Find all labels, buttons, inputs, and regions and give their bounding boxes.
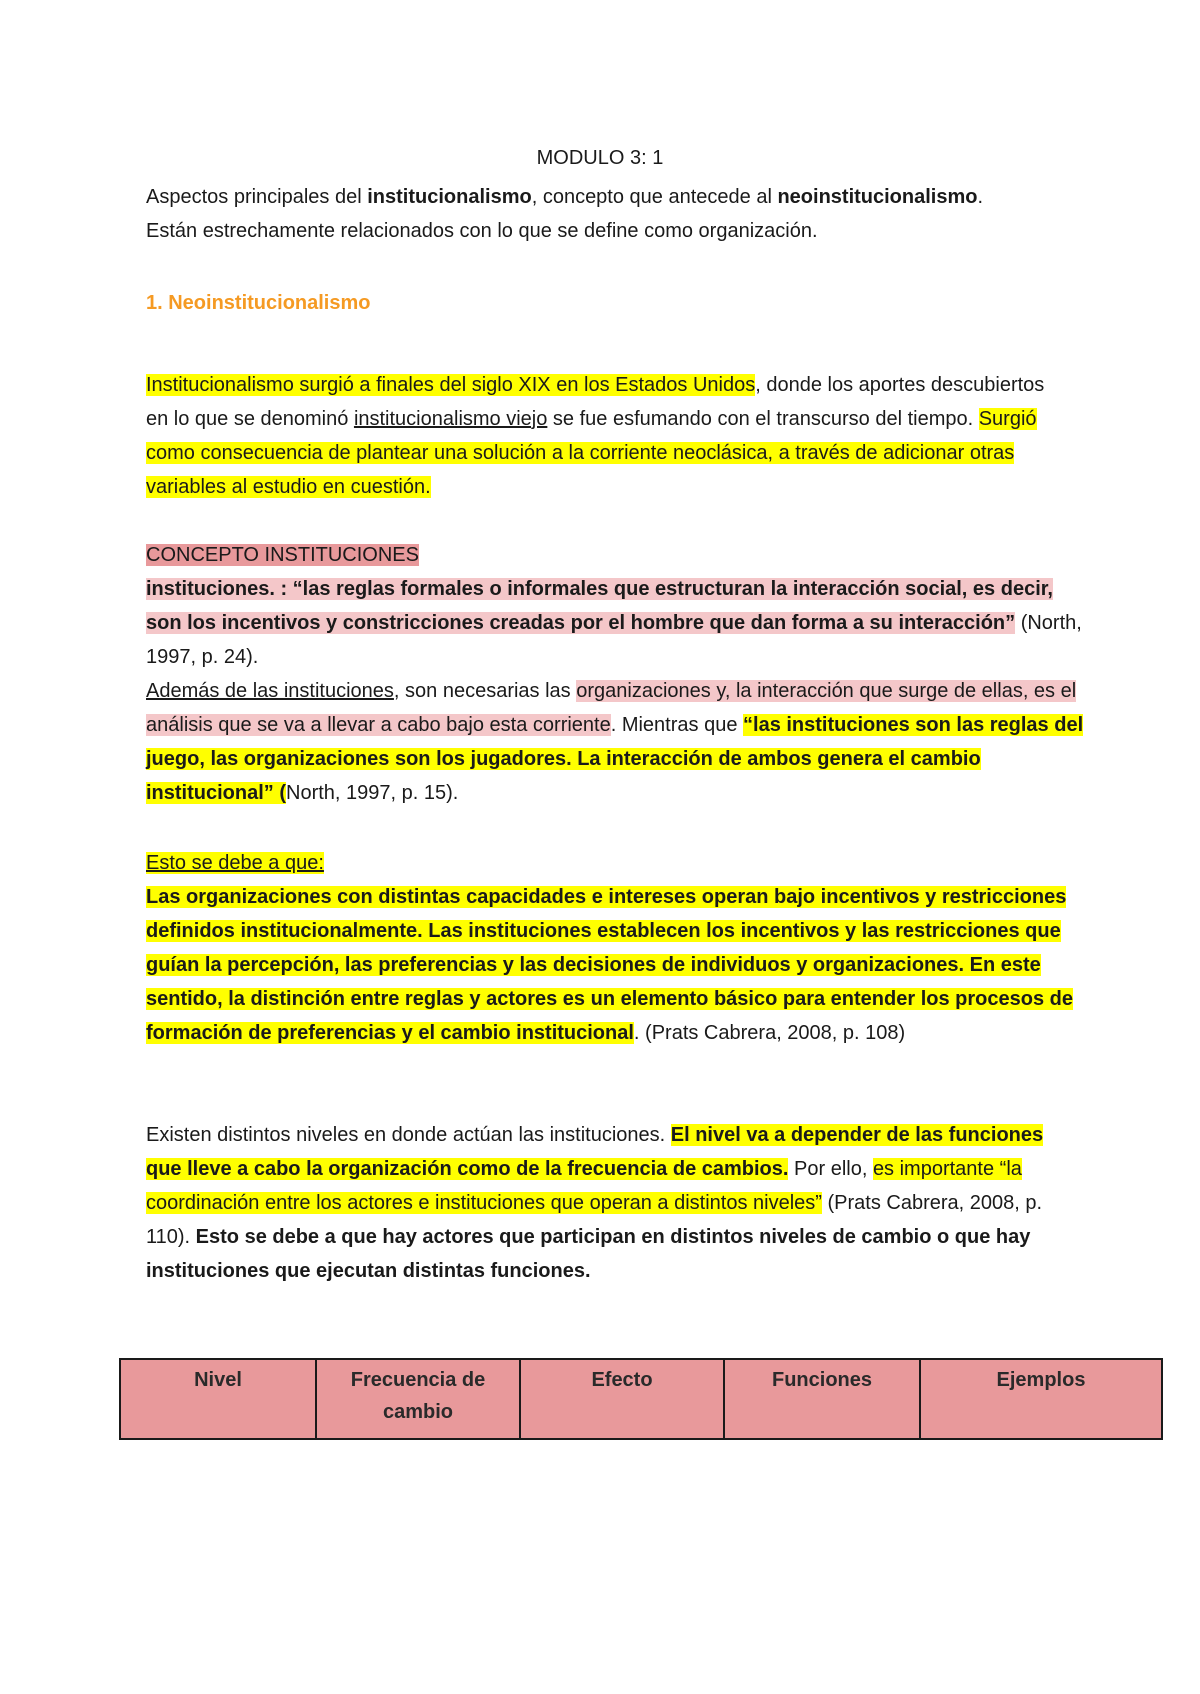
levels-table bbox=[119, 1358, 1163, 1440]
intro-text: Aspectos principales del bbox=[146, 186, 368, 208]
body-text: Existen distintos niveles en donde actúan las instituciones. bbox=[146, 1124, 671, 1146]
column-header-frecuencia: Frecuencia de cambio bbox=[316, 1359, 520, 1439]
concepto-definition: instituciones. : “las reglas formales o informales que estructuran la interacción social, es decir, son los incentivos y constricciones creadas por el hombre que dan forma a su interacción” bbox=[146, 578, 1053, 634]
highlight-quote: es importante “la coordinación entre los actores e instituciones que operan a distintos niveles” bbox=[146, 1158, 1022, 1214]
body-text: . Mientras que bbox=[610, 714, 744, 736]
highlight-text: Surgió como consecuencia de plantear una solución a la corriente neoclásica, a través de adicionar otras variables al estudio en cuestión. bbox=[146, 408, 1037, 498]
highlight-quote: “las instituciones son las reglas del juego, las organizaciones son los jugadores. La interacción de ambos genera el cambio institucional” ( bbox=[146, 714, 1084, 804]
body-text: se fue esfumando con el transcurso del tiempo. bbox=[547, 408, 979, 430]
lead-text: Esto se debe a que: bbox=[146, 852, 324, 874]
body-text: , donde los aportes descubiertos en lo que se denominó bbox=[146, 374, 1045, 430]
highlight-text: El nivel va a depender de las funciones que lleve a cabo la organización como de la frecuencia de cambios. bbox=[146, 1124, 1044, 1180]
column-header-efecto: Efecto bbox=[520, 1359, 724, 1439]
paragraph-origen bbox=[146, 368, 1046, 504]
bold-text: Esto se debe a que hay actores que participan en distintos niveles de cambio o que hay instituciones que ejecutan distintas funciones. bbox=[146, 1226, 1031, 1282]
body-text: , son necesarias las bbox=[393, 680, 577, 702]
paragraph-razon bbox=[146, 846, 1086, 1050]
section-heading: 1. Neoinstitucionalismo bbox=[146, 292, 371, 314]
body-text: Por ello, bbox=[788, 1158, 873, 1180]
concepto-heading: CONCEPTO INSTITUCIONES bbox=[146, 544, 419, 566]
citation: (Prats Cabrera, 2008, p. 110). bbox=[146, 1192, 1043, 1248]
page-title: MODULO 3: 1 bbox=[536, 147, 664, 169]
pink-highlight-text: organizaciones y, la interacción que surge de ellas, es el análisis que se va a llevar a cabo bajo esta corriente bbox=[146, 680, 1077, 736]
underlined-term: institucionalismo viejo bbox=[353, 408, 548, 430]
column-header-funciones: Funciones bbox=[724, 1359, 920, 1439]
citation: (North, 1997, p. 24). bbox=[146, 612, 1082, 668]
underlined-term: Además de las instituciones bbox=[146, 680, 394, 702]
paragraph-niveles bbox=[146, 1118, 1076, 1288]
highlight-quote: Las organizaciones con distintas capacidades e intereses operan bajo incentivos y restricciones definidos institucionalmente. Las instituciones establecen los incentivos y las restricciones que guían la percepción, las preferencias y las decisiones de individuos y organizaciones. En este sentido, la distinción entre reglas y actores es un elemento básico para entender los procesos de formación de preferencias y el cambio institucional bbox=[146, 886, 1073, 1044]
table-header-row bbox=[120, 1359, 1162, 1439]
column-header-nivel: Nivel bbox=[120, 1359, 316, 1439]
intro-text: , concepto que antecede al bbox=[531, 186, 778, 208]
intro-term-institucionalismo: institucionalismo bbox=[367, 186, 532, 208]
column-header-ejemplos: Ejemplos bbox=[920, 1359, 1162, 1439]
intro-text: . bbox=[977, 186, 984, 208]
citation: . (Prats Cabrera, 2008, p. 108) bbox=[633, 1022, 906, 1044]
citation: North, 1997, p. 15). bbox=[286, 782, 459, 804]
intro-term-neoinstitucionalismo: neoinstitucionalismo bbox=[777, 186, 978, 208]
concepto-section bbox=[146, 538, 1086, 810]
highlight-text: Institucionalismo surgió a finales del siglo XIX en los Estados Unidos bbox=[146, 374, 756, 396]
intro-paragraph bbox=[146, 180, 1086, 248]
intro-line-2: Están estrechamente relacionados con lo que se define como organización. bbox=[146, 220, 818, 242]
